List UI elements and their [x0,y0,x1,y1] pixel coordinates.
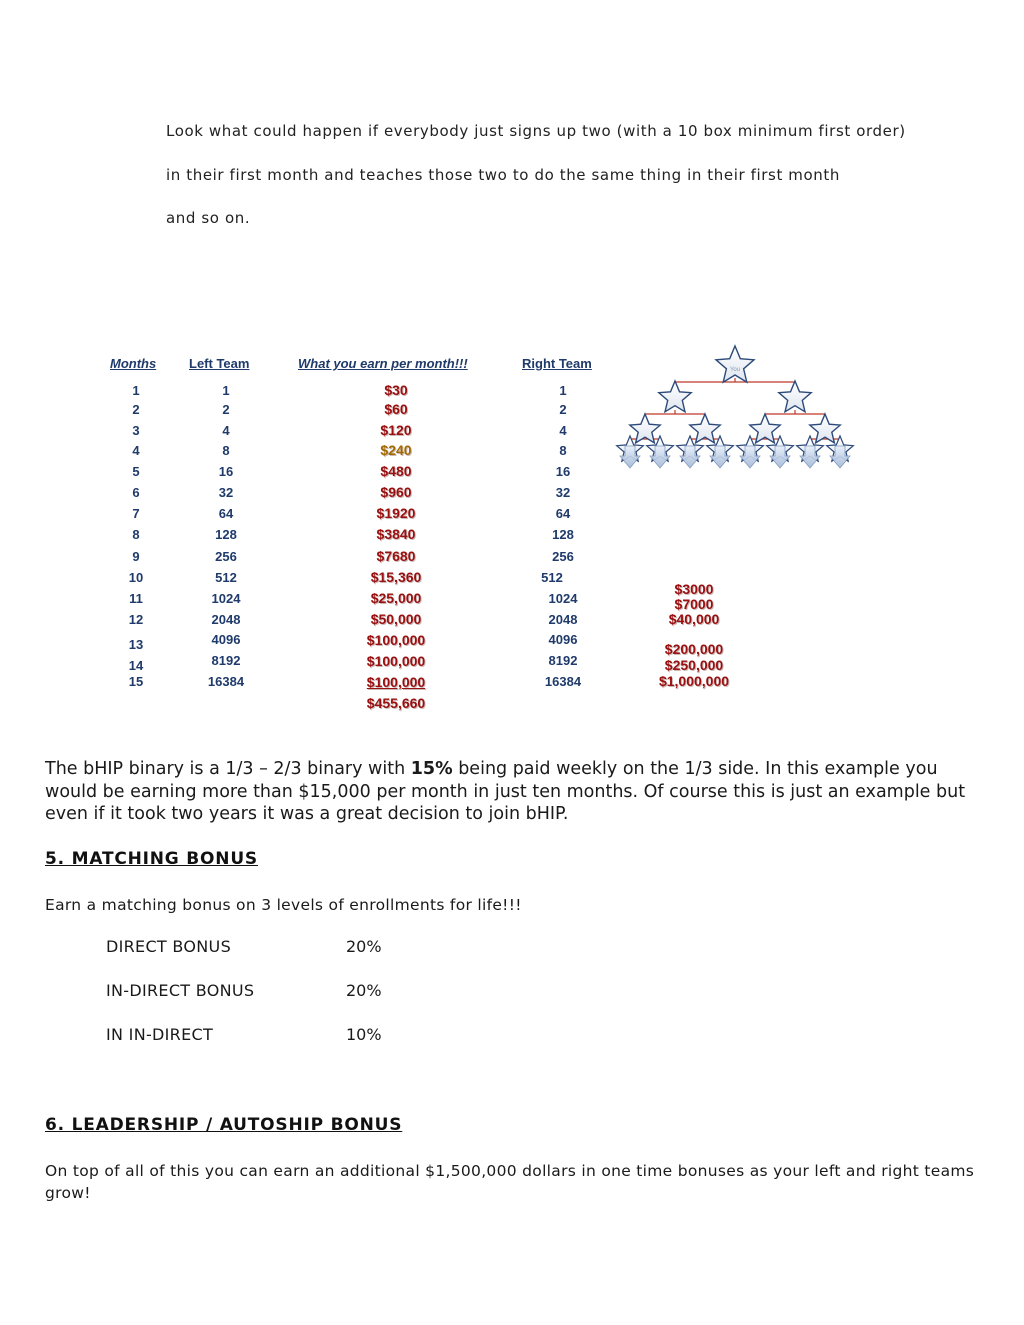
matching-bonus-text: Earn a matching bonus on 3 levels of enrollments for life!!! [45,896,522,914]
left-team-cell: 8192 [211,653,241,668]
header-earnings: What you earn per month!!! [298,356,468,371]
star-icon [779,381,811,412]
month-cell: 11 [129,591,143,606]
earnings-cell: $960 [380,484,412,500]
left-team-cell: 2048 [211,612,241,627]
left-team-cell: 256 [215,549,237,564]
star-icon [716,346,754,382]
earnings-cell: $50,000 [370,611,422,627]
earnings-cell: $240 [380,442,412,458]
right-team-cell: 32 [555,485,571,500]
bonus-name-indirect: IN-DIRECT BONUS [106,981,255,1000]
earnings-cell: $7680 [376,548,416,564]
earnings-cell: $480 [380,463,412,479]
right-team-cell: 1024 [548,591,578,606]
right-team-cell: 8 [559,443,567,458]
left-team-cell: 8 [222,443,230,458]
month-cell: 13 [128,637,144,652]
right-team-cell: 4 [559,423,567,438]
earnings-cell: $60 [384,401,408,417]
right-team-cell: 512 [541,570,563,585]
tree-connectors [630,378,840,439]
earnings-cell: $15,360 [370,569,422,585]
left-team-cell: 2 [222,402,230,417]
earnings-cell: $100,000 [366,653,426,669]
side-value: $250,000 [664,657,724,673]
right-team-cell: 1 [559,383,567,398]
earnings-cell: $3840 [376,526,416,542]
left-team-cell: 64 [218,506,234,521]
side-value: $7000 [674,596,714,612]
left-team-cell: 1024 [211,591,241,606]
bonus-value-indirect: 20% [346,981,382,1000]
right-team-cell: 4096 [548,632,578,647]
month-cell: 1 [132,383,140,398]
star-icon [659,381,691,412]
earnings-total: $455,660 [366,695,426,711]
right-team-cell: 256 [552,549,574,564]
bonus-value-in-indirect: 10% [346,1025,382,1044]
left-team-cell: 512 [215,570,237,585]
right-team-cell: 16384 [544,674,582,689]
month-cell: 7 [132,506,140,521]
month-cell: 6 [132,485,140,500]
header-right-team: Right Team [522,356,592,371]
earnings-cell: $100,000 [366,632,426,648]
earnings-cell: $1920 [376,505,416,521]
binary-percent: 15% [410,759,453,779]
leadership-bonus-heading: 6. LEADERSHIP / AUTOSHIP BONUS [45,1115,403,1135]
leadership-bonus-text: On top of all of this you can earn an additional $1,500,000 dollars in one time bonuses as your left and right teams grow! [45,1162,975,1202]
right-team-cell: 2 [559,402,567,417]
side-value: $3000 [674,581,714,597]
tree-stars [617,346,854,461]
left-team-cell: 16 [218,464,234,479]
binary-tree-diagram [610,340,870,485]
earnings-cell: $25,000 [370,590,422,606]
tree-top-label: You [729,367,741,373]
matching-bonus-heading: 5. MATCHING BONUS [45,849,258,869]
bonus-name-direct: DIRECT BONUS [106,937,232,956]
month-cell: 14 [128,658,144,673]
month-cell: 10 [128,570,144,585]
month-cell: 12 [128,612,144,627]
intro-line-2: in their first month and teaches those two to do the same thing in their first month [166,166,840,184]
bonus-name-in-indirect: IN IN-DIRECT [106,1025,214,1044]
month-cell: 4 [132,443,140,458]
month-cell: 15 [128,674,144,689]
left-team-cell: 4 [222,423,230,438]
intro-line-3: and so on. [166,209,251,227]
binary-paragraph [45,758,975,826]
side-value: $200,000 [664,641,724,657]
intro-line-1: Look what could happen if everybody just signs up two (with a 10 box minimum first order) [166,122,906,140]
header-months: Months [110,356,157,371]
month-cell: 9 [132,549,140,564]
left-team-cell: 16384 [207,674,245,689]
right-team-cell: 128 [552,527,574,542]
left-team-cell: 128 [215,527,237,542]
left-team-cell: 4096 [211,632,241,647]
month-cell: 5 [132,464,140,479]
month-cell: 8 [132,527,140,542]
right-team-cell: 16 [555,464,571,479]
month-cell: 2 [132,402,140,417]
earnings-cell: $100,000 [366,674,426,690]
header-left-team: Left Team [189,356,250,371]
right-team-cell: 2048 [548,612,578,627]
earnings-cell: $30 [384,382,408,398]
right-team-cell: 8192 [548,653,578,668]
side-value: $1,000,000 [658,673,730,689]
left-team-cell: 32 [218,485,234,500]
bonus-value-direct: 20% [346,937,382,956]
binary-text-start: The bHIP binary is a 1/3 – 2/3 binary with [45,759,411,779]
side-value: $40,000 [668,611,720,627]
earnings-cell: $120 [380,422,412,438]
right-team-cell: 64 [555,506,571,521]
binary-text-end: being paid weekly on the 1/3 side. In this example you would be earning more than $15,000 per month in just ten months. Of course this is just an example but even if it took two years it was a great decision to join bHIP. [45,759,966,824]
left-team-cell: 1 [222,383,230,398]
month-cell: 3 [132,423,140,438]
